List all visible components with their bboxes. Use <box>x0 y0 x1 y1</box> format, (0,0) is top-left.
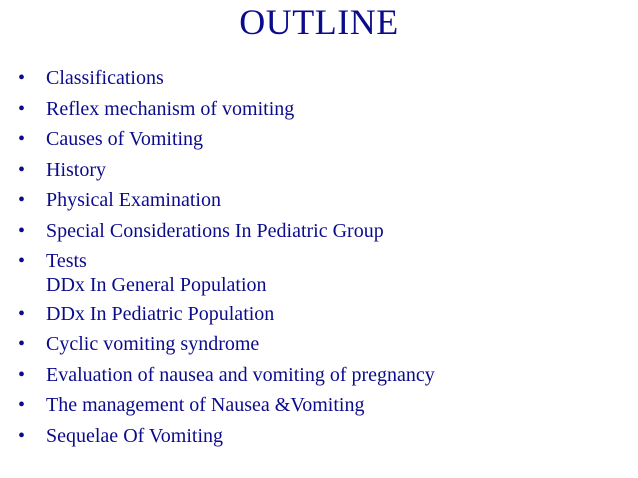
list-item <box>18 246 628 299</box>
list-item <box>18 216 628 247</box>
list-item-text: Cyclic vomiting syndrome <box>46 333 260 355</box>
list-item-continuation: DDx In General Population <box>46 273 267 296</box>
list-item-text: The management of Nausea &Vomiting <box>46 394 365 416</box>
list-item <box>18 329 628 360</box>
list-item-text: Sequelae Of Vomiting <box>46 424 224 447</box>
bullet-icon: • <box>18 333 26 355</box>
list-item <box>18 360 628 391</box>
bullet-icon: • <box>18 128 26 150</box>
list-item-text: Causes of Vomiting <box>46 128 204 150</box>
list-item <box>18 185 628 216</box>
list-item-text: History <box>46 158 106 181</box>
bullet-icon: • <box>18 219 26 242</box>
list-item <box>18 155 628 186</box>
list-item-text: Special Considerations In Pediatric Group <box>46 219 384 242</box>
list-item <box>18 94 628 125</box>
outline-list <box>18 63 628 451</box>
list-item <box>18 124 628 155</box>
bullet-icon: • <box>18 302 26 325</box>
list-item-text: DDx In Pediatric Population <box>46 302 275 325</box>
list-item-text: Classifications <box>46 67 164 89</box>
list-item <box>18 299 628 330</box>
slide-title: OUTLINE <box>239 2 399 42</box>
bullet-icon: • <box>18 250 26 272</box>
bullet-icon: • <box>18 394 26 416</box>
list-item-text: Reflex mechanism of vomiting <box>46 97 295 120</box>
list-item <box>18 63 628 94</box>
bullet-icon: • <box>18 158 26 181</box>
list-item <box>18 421 628 452</box>
bullet-icon: • <box>18 424 26 447</box>
bullet-icon: • <box>18 189 26 211</box>
list-item-text: Physical Examination <box>46 189 221 211</box>
bullet-icon: • <box>18 67 26 89</box>
list-item-text: Tests <box>46 250 87 272</box>
bullet-icon: • <box>18 363 26 386</box>
bullet-icon: • <box>18 97 26 120</box>
list-item-text: Evaluation of nausea and vomiting of pregnancy <box>46 363 435 386</box>
list-item <box>18 390 628 421</box>
